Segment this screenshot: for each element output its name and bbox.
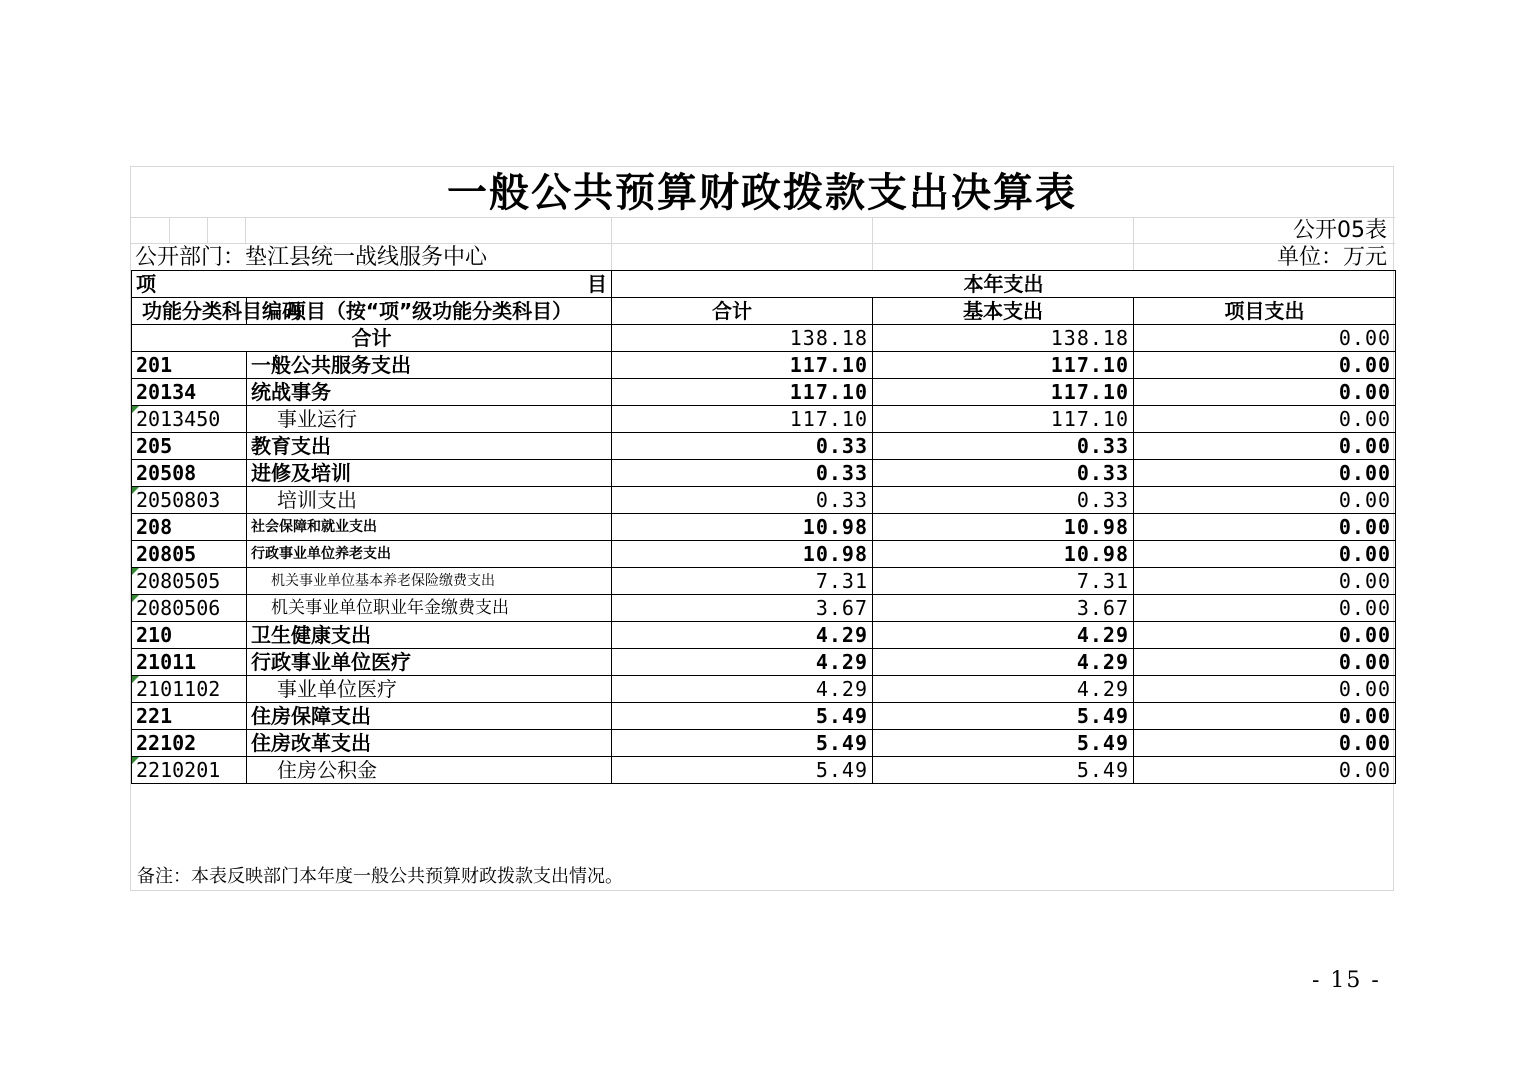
- row-name: 统战事务: [247, 379, 612, 406]
- table-row: [132, 757, 1396, 784]
- table-row: [132, 541, 1396, 568]
- grid-line: [245, 217, 246, 243]
- table-row: [132, 433, 1396, 460]
- grid-line: [611, 217, 612, 270]
- header-row-top: [132, 271, 1396, 298]
- grid-line: [1133, 217, 1134, 270]
- row-project: 0.00: [1134, 541, 1396, 568]
- table-row: [132, 622, 1396, 649]
- total-row-total: 138.18: [612, 325, 873, 352]
- row-total: 10.98: [612, 541, 873, 568]
- row-name: 行政事业单位医疗: [247, 649, 612, 676]
- row-total: 4.29: [612, 622, 873, 649]
- row-total: 4.29: [612, 649, 873, 676]
- row-project: 0.00: [1134, 433, 1396, 460]
- row-code: [132, 676, 247, 703]
- row-code: [132, 757, 247, 784]
- row-total: 0.33: [612, 433, 873, 460]
- row-total: 5.49: [612, 703, 873, 730]
- grid-line: [131, 243, 1395, 244]
- item-header-left: 项: [136, 272, 156, 296]
- page-number: - 15 -: [1312, 968, 1381, 993]
- table-row: [132, 730, 1396, 757]
- table-row: [132, 514, 1396, 541]
- row-basic: 5.49: [873, 757, 1134, 784]
- form-number: 公开05表: [1293, 218, 1387, 243]
- row-name: 社会保障和就业支出: [247, 514, 612, 541]
- code-column-header: 功能分类科目编码: [132, 298, 247, 325]
- current-year-header: 本年支出: [612, 271, 1396, 298]
- row-code: 221: [132, 703, 247, 730]
- row-code-text: 2080506: [136, 596, 221, 620]
- row-code: 205: [132, 433, 247, 460]
- table-row: [132, 406, 1396, 433]
- row-basic: 3.67: [873, 595, 1134, 622]
- name-column-header: 项目（按“项”级功能分类科目）: [247, 298, 612, 325]
- project-column-header: 项目支出: [1134, 298, 1396, 325]
- row-name: 培训支出: [247, 487, 612, 514]
- row-name: 事业单位医疗: [247, 676, 612, 703]
- row-basic: 0.33: [873, 487, 1134, 514]
- grid-line: [131, 217, 1395, 218]
- row-code: [132, 406, 247, 433]
- row-name: 住房保障支出: [247, 703, 612, 730]
- row-project: 0.00: [1134, 703, 1396, 730]
- row-basic: 117.10: [873, 352, 1134, 379]
- row-total: 7.31: [612, 568, 873, 595]
- cell-marker-icon: [132, 676, 139, 683]
- row-basic: 4.29: [873, 676, 1134, 703]
- row-code: 210: [132, 622, 247, 649]
- row-basic: 4.29: [873, 649, 1134, 676]
- table-row: [132, 568, 1396, 595]
- row-name: 卫生健康支出: [247, 622, 612, 649]
- row-basic: 4.29: [873, 622, 1134, 649]
- row-project: 0.00: [1134, 757, 1396, 784]
- row-code-text: 2080505: [136, 569, 221, 593]
- total-row-label: 合计: [132, 325, 612, 352]
- grid-line: [872, 217, 873, 270]
- row-project: 0.00: [1134, 649, 1396, 676]
- row-total: 5.49: [612, 757, 873, 784]
- row-basic: 0.33: [873, 433, 1134, 460]
- row-name: 教育支出: [247, 433, 612, 460]
- basic-column-header: 基本支出: [873, 298, 1134, 325]
- row-project: 0.00: [1134, 568, 1396, 595]
- row-name: 事业运行: [247, 406, 612, 433]
- unit-label: 单位：万元: [1276, 245, 1387, 270]
- row-code-text: 2101102: [136, 677, 221, 701]
- row-project: 0.00: [1134, 595, 1396, 622]
- table-row: [132, 460, 1396, 487]
- table-row: [132, 379, 1396, 406]
- row-total: 117.10: [612, 406, 873, 433]
- row-total: 4.29: [612, 676, 873, 703]
- row-code: 20508: [132, 460, 247, 487]
- row-basic: 117.10: [873, 406, 1134, 433]
- row-code-text: 2210201: [136, 758, 221, 782]
- total-column-header: 合计: [612, 298, 873, 325]
- row-code-text: 2013450: [136, 407, 221, 431]
- row-code: 201: [132, 352, 247, 379]
- row-code: 21011: [132, 649, 247, 676]
- row-total: 0.33: [612, 487, 873, 514]
- row-total: 10.98: [612, 514, 873, 541]
- cell-marker-icon: [132, 568, 139, 575]
- cell-marker-icon: [132, 487, 139, 494]
- row-basic: 117.10: [873, 379, 1134, 406]
- row-name: 住房改革支出: [247, 730, 612, 757]
- page-title: 一般公共预算财政拨款支出决算表: [447, 170, 1077, 216]
- row-code: 208: [132, 514, 247, 541]
- row-name: 一般公共服务支出: [247, 352, 612, 379]
- total-row-basic: 138.18: [873, 325, 1134, 352]
- row-basic: 7.31: [873, 568, 1134, 595]
- row-project: 0.00: [1134, 622, 1396, 649]
- row-code-text: 2050803: [136, 488, 221, 512]
- row-name: 进修及培训: [247, 460, 612, 487]
- row-basic: 10.98: [873, 541, 1134, 568]
- grid-line: [207, 217, 208, 243]
- cell-marker-icon: [132, 757, 139, 764]
- department-label: 公开部门：垫江县统一战线服务中心: [135, 245, 488, 270]
- row-basic: 0.33: [873, 460, 1134, 487]
- table-row: [132, 703, 1396, 730]
- row-total: 117.10: [612, 379, 873, 406]
- footnote: 备注：本表反映部门本年度一般公共预算财政拨款支出情况。: [137, 866, 623, 887]
- row-name: 机关事业单位职业年金缴费支出: [247, 595, 612, 622]
- row-code: [132, 568, 247, 595]
- row-project: 0.00: [1134, 406, 1396, 433]
- total-row: [132, 325, 1396, 352]
- table-row: [132, 649, 1396, 676]
- row-project: 0.00: [1134, 487, 1396, 514]
- row-project: 0.00: [1134, 514, 1396, 541]
- expenditure-table: [131, 270, 1396, 784]
- row-total: 0.33: [612, 460, 873, 487]
- row-total: 117.10: [612, 352, 873, 379]
- table-row: [132, 595, 1396, 622]
- row-total: 3.67: [612, 595, 873, 622]
- header-row-columns: [132, 298, 1396, 325]
- row-basic: 10.98: [873, 514, 1134, 541]
- cell-marker-icon: [132, 595, 139, 602]
- row-total: 5.49: [612, 730, 873, 757]
- row-code: [132, 487, 247, 514]
- row-project: 0.00: [1134, 730, 1396, 757]
- table-row: [132, 352, 1396, 379]
- row-code: [132, 595, 247, 622]
- row-project: 0.00: [1134, 676, 1396, 703]
- row-code: 20134: [132, 379, 247, 406]
- grid-line: [169, 217, 170, 243]
- row-basic: 5.49: [873, 703, 1134, 730]
- row-code: 20805: [132, 541, 247, 568]
- spreadsheet-sheet: [130, 166, 1394, 891]
- item-header-right: 目: [587, 272, 607, 296]
- item-header: [132, 271, 612, 298]
- row-project: 0.00: [1134, 379, 1396, 406]
- cell-marker-icon: [132, 406, 139, 413]
- row-code: 22102: [132, 730, 247, 757]
- row-project: 0.00: [1134, 352, 1396, 379]
- table-row: [132, 487, 1396, 514]
- row-basic: 5.49: [873, 730, 1134, 757]
- row-project: 0.00: [1134, 460, 1396, 487]
- table-row: [132, 676, 1396, 703]
- total-row-project: 0.00: [1134, 325, 1396, 352]
- row-name: 机关事业单位基本养老保险缴费支出: [247, 568, 612, 595]
- row-name: 行政事业单位养老支出: [247, 541, 612, 568]
- row-name: 住房公积金: [247, 757, 612, 784]
